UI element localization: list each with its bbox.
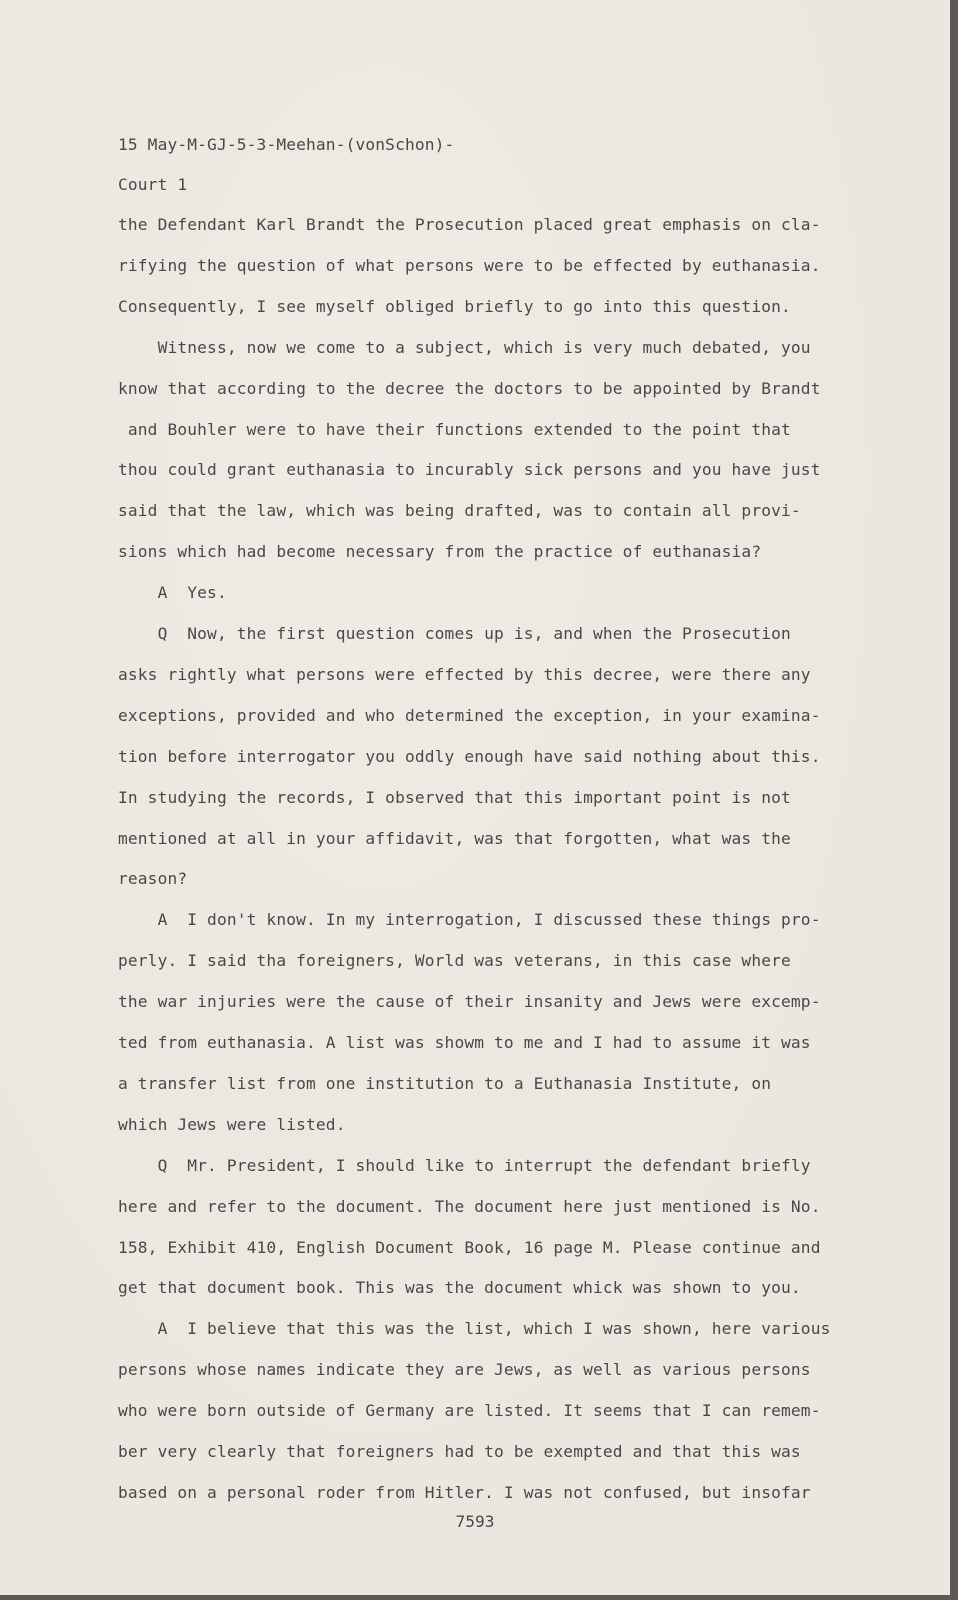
transcript-line: the war injuries were the cause of their insanity and Jews were excemp- [118, 992, 821, 1012]
transcript-line: Witness, now we come to a subject, which is very much debated, you [118, 337, 811, 357]
transcript-line: who were born outside of Germany are listed. It seems that I can remem- [118, 1401, 821, 1421]
transcript-line: rifying the question of what persons were to be effected by euthanasia. [118, 255, 821, 275]
transcript-line: In studying the records, I observed that this important point is not [118, 787, 791, 807]
transcript-line: mentioned at all in your affidavit, was that forgotten, what was the [118, 828, 791, 848]
transcript-line: 158, Exhibit 410, English Document Book, 16 page M. Please continue and [118, 1237, 821, 1257]
transcript-line: get that document book. This was the document whick was shown to you. [118, 1278, 801, 1298]
transcript-line: know that according to the decree the doctors to be appointed by Brandt [118, 378, 821, 398]
transcript-line: perly. I said tha foreigners, World was veterans, in this case where [118, 951, 791, 971]
transcript-line: A I believe that this was the list, which I was shown, here various [118, 1319, 831, 1339]
transcript-line: Consequently, I see myself obliged briefly to go into this question. [118, 296, 791, 316]
transcript-line: asks rightly what persons were effected by this decree, were there any [118, 664, 811, 684]
transcript-line: Q Mr. President, I should like to interrupt the defendant briefly [118, 1155, 811, 1175]
transcript-line: reason? [118, 869, 188, 889]
transcript-line: here and refer to the document. The document here just mentioned is No. [118, 1196, 821, 1216]
transcript-line: persons whose names indicate they are Jews, as well as various persons [118, 1360, 811, 1380]
document-slug-line: 15 May-M-GJ-5-3-Meehan-(vonSchon)- [118, 135, 455, 154]
transcript-line: A I don't know. In my interrogation, I discussed these things pro- [118, 910, 821, 930]
transcript-line: sions which had become necessary from the practice of euthanasia? [118, 542, 762, 562]
transcript-line: ted from euthanasia. A list was showm to me and I had to assume it was [118, 1033, 811, 1052]
transcript-line: ber very clearly that foreigners had to be exempted and that this was [118, 1442, 801, 1461]
transcript-line: thou could grant euthanasia to incurably sick persons and you have just [118, 460, 821, 480]
transcript-line: said that the law, which was being drafted, was to contain all provi- [118, 501, 801, 521]
transcript-line: tion before interrogator you oddly enough have said nothing about this. [118, 746, 821, 766]
transcript-line: based on a personal roder from Hitler. I was not confused, but insofar [118, 1482, 811, 1502]
transcript-line: which Jews were listed. [118, 1114, 346, 1134]
transcript-line: A Yes. [118, 583, 227, 603]
transcript-line: the Defendant Karl Brandt the Prosecution placed great emphasis on cla- [118, 215, 821, 234]
page-number: 7593 [455, 1512, 495, 1531]
transcript-line: and Bouhler were to have their functions extended to the point that [118, 419, 791, 439]
transcript-line: exceptions, provided and who determined the exception, in your examina- [118, 705, 821, 725]
transcript-line: a transfer list from one institution to a Euthanasia Institute, on [118, 1073, 772, 1093]
court-line: Court 1 [118, 175, 188, 194]
transcript-line: Q Now, the first question comes up is, and when the Prosecution [118, 624, 791, 643]
